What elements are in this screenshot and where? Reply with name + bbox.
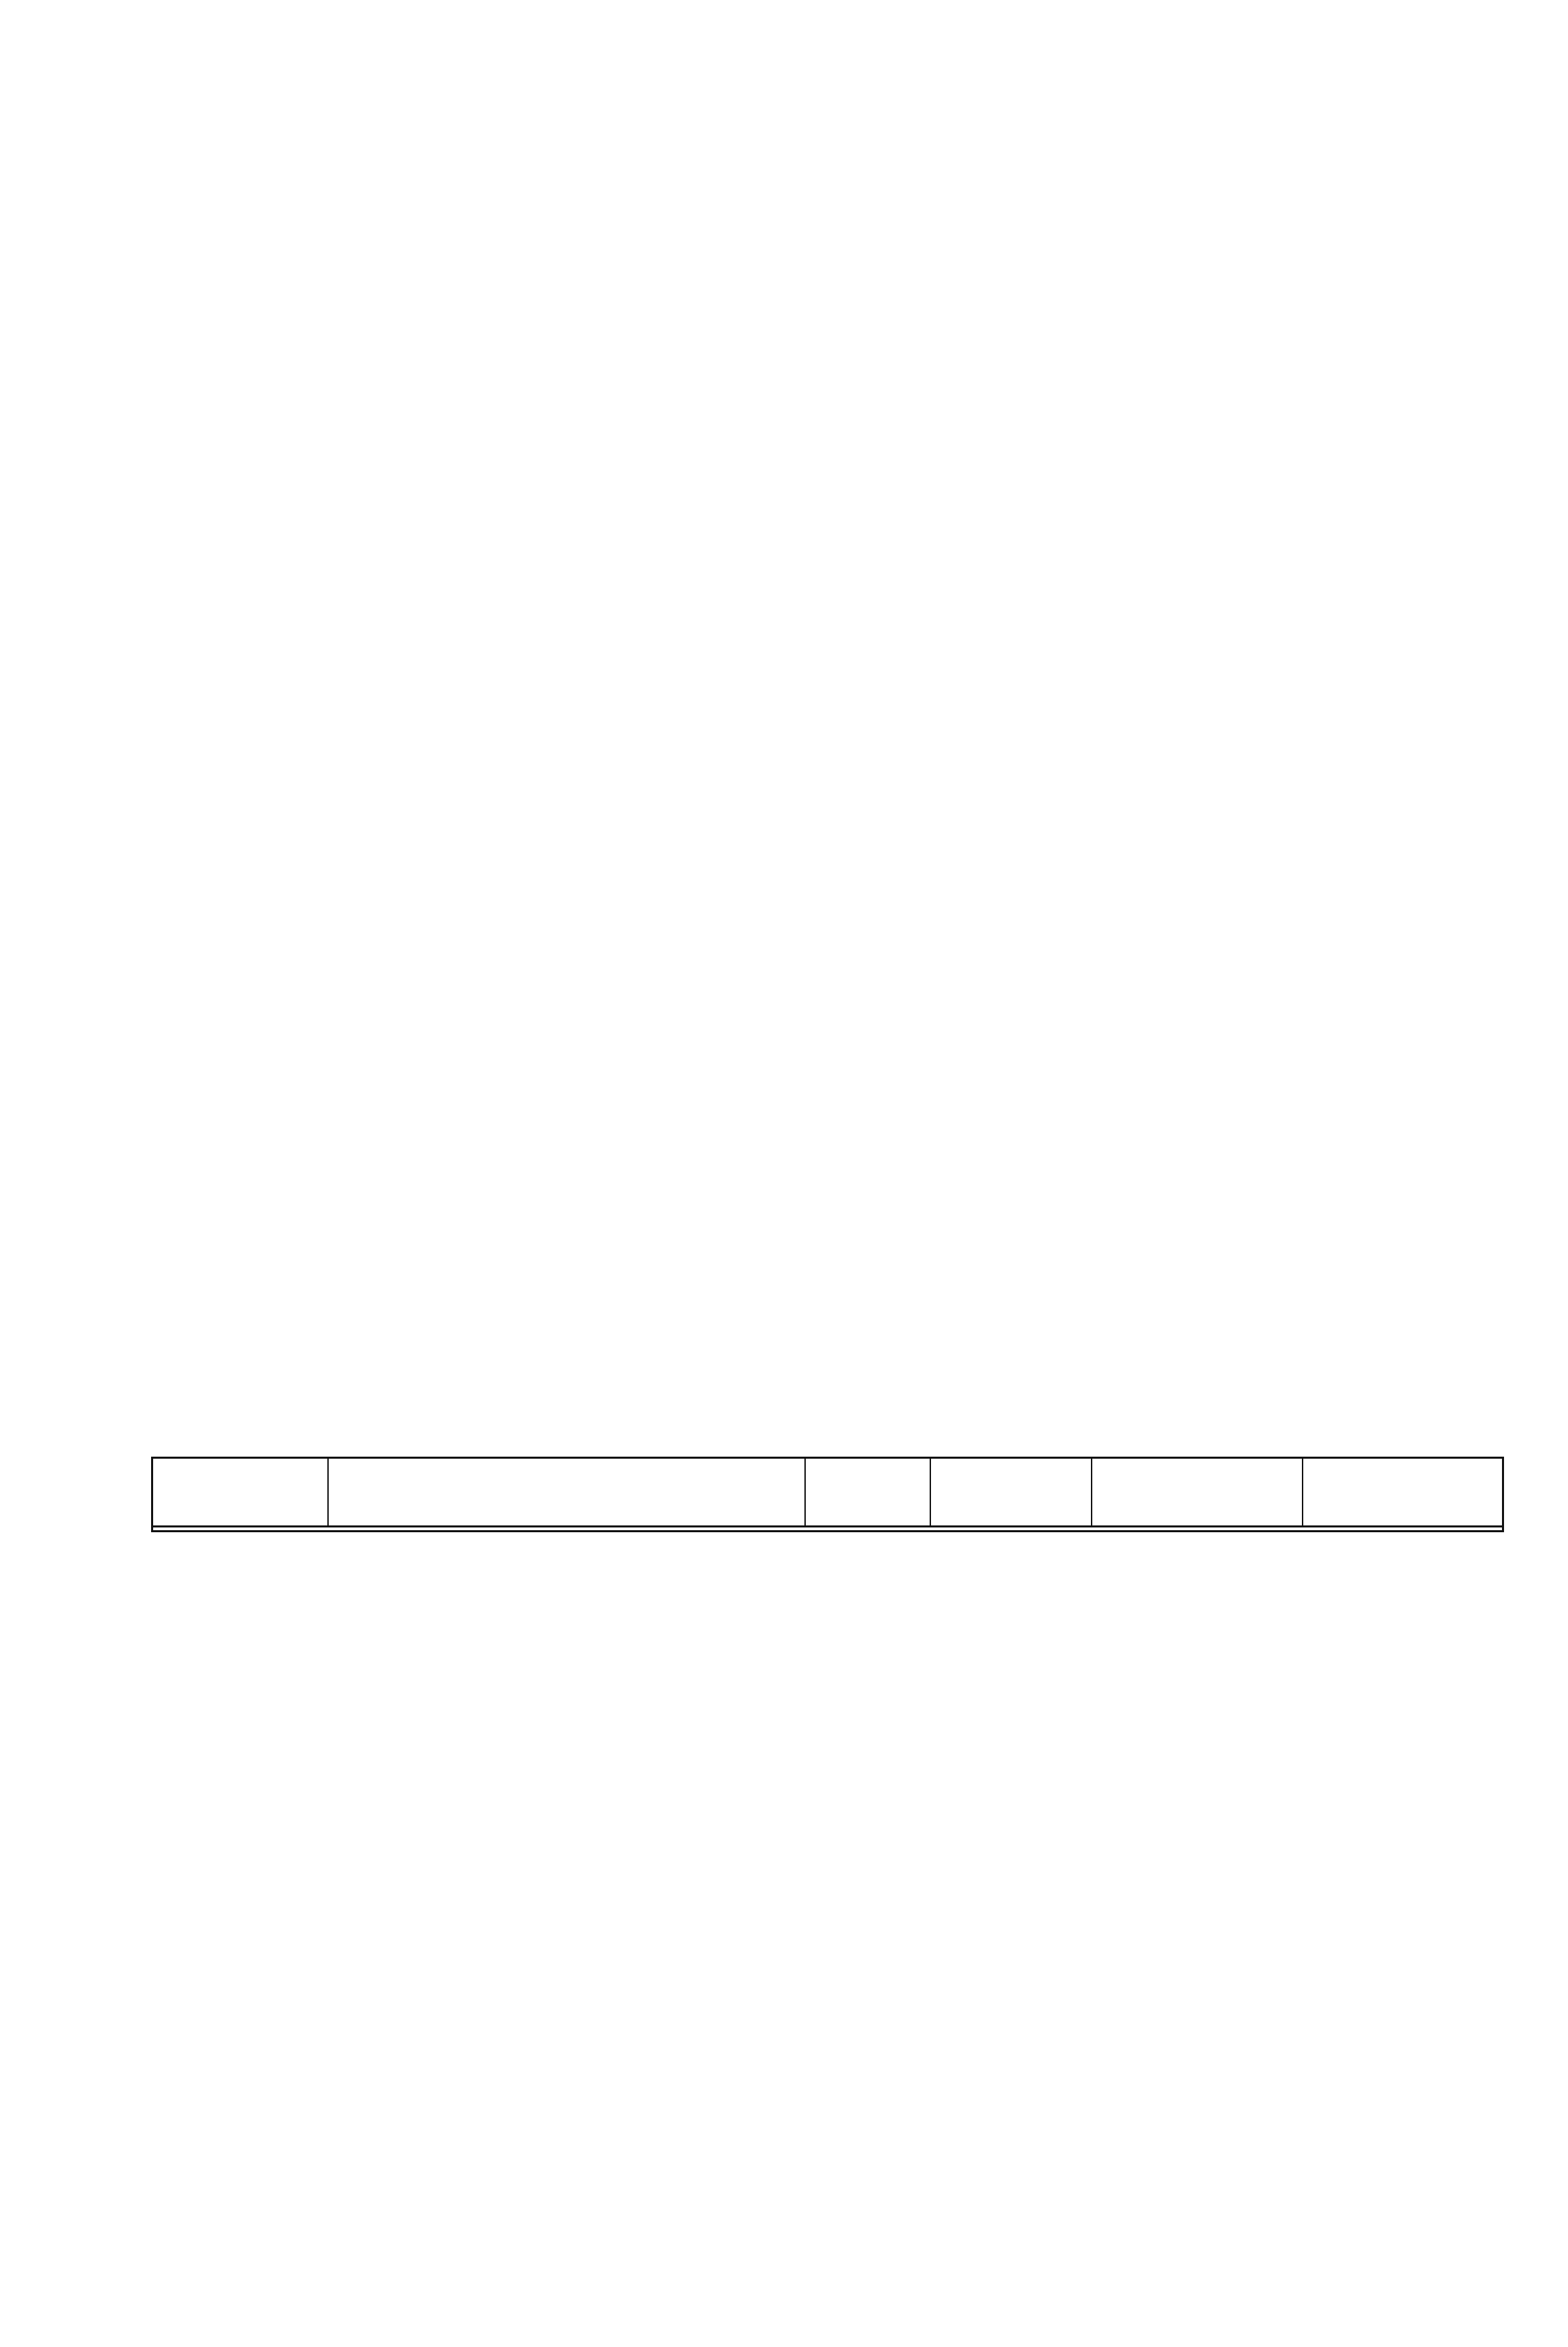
entry-item: [155, 1244, 1489, 1306]
entry-item: [155, 685, 1489, 747]
entry-item: [155, 1306, 1489, 1368]
entry-code: [155, 188, 353, 216]
header-unit: [805, 1458, 931, 1527]
entry-item: [155, 1120, 1489, 1182]
entry-item: [155, 561, 1489, 623]
entry-item: [155, 623, 1489, 685]
resource-table: [151, 1457, 1504, 1532]
entry-item: [155, 312, 1489, 374]
header-price: [930, 1458, 1092, 1527]
entry-item: [155, 374, 1489, 436]
entry-item: [155, 498, 1489, 560]
entry-item: [155, 747, 1489, 809]
header-variant-1: [1092, 1458, 1303, 1527]
entry-item: [155, 1182, 1489, 1244]
table-header-row: [152, 1458, 1503, 1527]
entry-item: [155, 1058, 1489, 1120]
entry-item: [155, 871, 1489, 933]
header-code: [152, 1458, 328, 1527]
entry-item: [155, 188, 1489, 250]
entry-item: [155, 809, 1489, 871]
entry-item: [155, 1369, 1489, 1431]
entry-item: [155, 436, 1489, 498]
entry-item: [155, 996, 1489, 1058]
entry-item: [155, 250, 1489, 312]
norm-label: [152, 1527, 1503, 1532]
header-variant-2: [1303, 1458, 1503, 1527]
entry-item: [155, 934, 1489, 996]
entry-list: [155, 188, 1489, 1431]
norm-row: [152, 1527, 1503, 1532]
header-name: [328, 1458, 805, 1527]
